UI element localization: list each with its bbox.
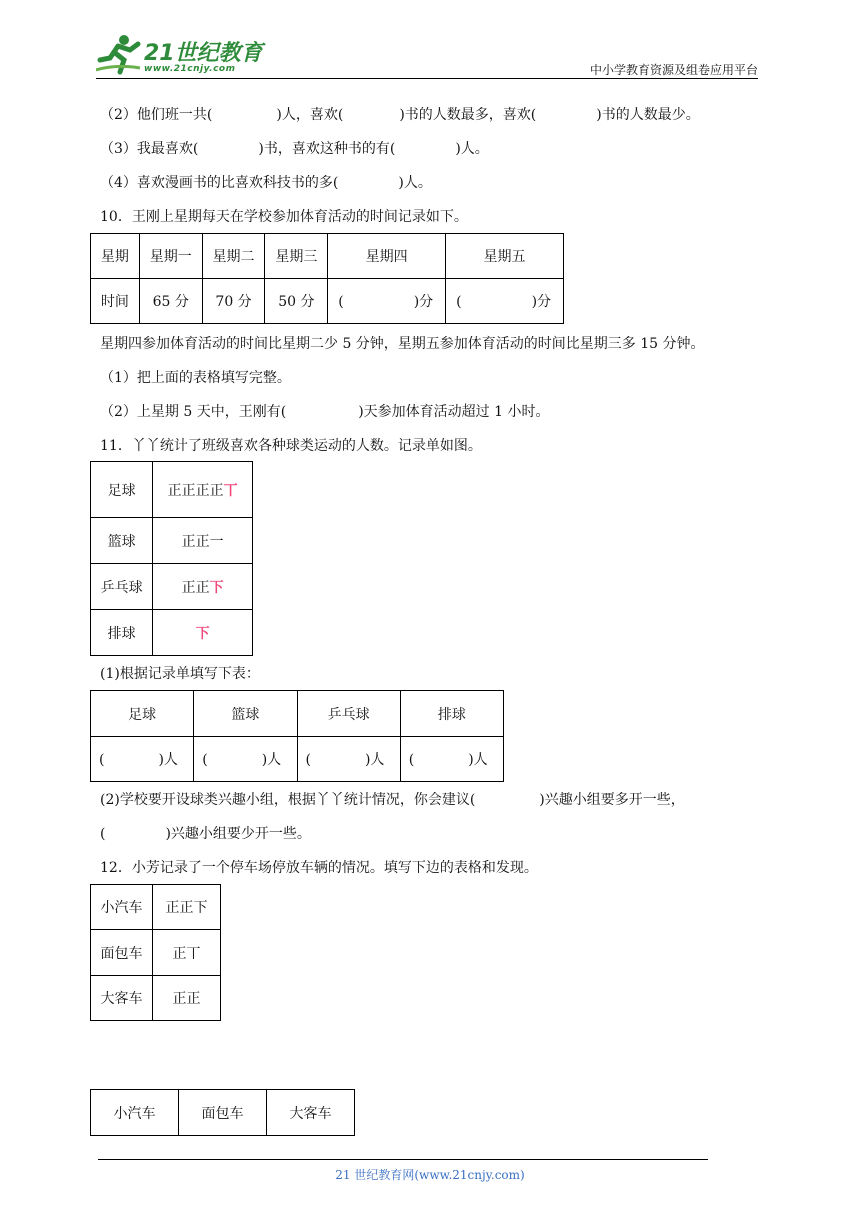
tally-cell: 正正 [153, 976, 221, 1021]
pink-tally-mark: 丅 [223, 482, 238, 499]
table-cell: 足球 [91, 462, 153, 518]
q10-part1: （1）把上面的表格填写完整。 [100, 370, 291, 386]
fill-blank-cell[interactable]: ( )人 [194, 737, 297, 782]
table-cell: 星期一 [139, 234, 202, 279]
q10-part2: （2）上星期 5 天中，王刚有( )天参加体育活动超过 1 小时。 [100, 404, 550, 420]
table-cell: 星期三 [265, 234, 328, 279]
tally-cell [153, 610, 253, 656]
table-cell: 面包车 [179, 1090, 267, 1136]
table-cell: 排球 [91, 610, 153, 656]
logo [96, 34, 266, 78]
tally-cell: 正正下 [153, 885, 221, 930]
tally-cell: 正正一 [153, 518, 253, 564]
table-cell: 50 分 [265, 279, 328, 324]
q10-table [90, 233, 564, 324]
fill-blank-cell[interactable]: ( )人 [400, 737, 503, 782]
platform-name: 中小学教育资源及组卷应用平台 [589, 63, 758, 77]
table-cell: 面包车 [91, 930, 153, 976]
q11-part1: (1)根据记录单填写下表： [100, 666, 260, 682]
table-cell: 星期四 [328, 234, 446, 279]
footer-link[interactable]: 21 世纪教育网(www.21cnjy.com) [335, 1168, 525, 1182]
q9-part2: （2）他们班一共( )人，喜欢( )书的人数最多，喜欢( )书的人数最少。 [100, 107, 700, 123]
q12-fill-table [90, 1089, 355, 1136]
runner-logo-icon [96, 34, 142, 76]
q11-title: 11．丫丫统计了班级喜欢各种球类运动的人数。记录单如图。 [100, 438, 482, 454]
pink-tally-mark: 下 [209, 579, 224, 596]
q12-title: 12．小芳记录了一个停车场停放车辆的情况。填写下边的表格和发现。 [100, 860, 538, 876]
logo-url: www.21cnjy.com [144, 64, 236, 74]
footer-rule [98, 1159, 708, 1160]
q11-part2b: ( )兴趣小组要少开一些。 [100, 826, 311, 842]
table-cell: 篮球 [91, 518, 153, 564]
thursday-blank-cell[interactable]: ( )分 [328, 279, 446, 324]
q11-part2: (2)学校要开设球类兴趣小组，根据丫丫统计情况，你会建议( )兴趣小组要多开一些， [100, 792, 685, 808]
table-cell: 大客车 [267, 1090, 355, 1136]
fill-blank-cell[interactable]: ( )人 [91, 737, 194, 782]
table-cell: 足球 [91, 691, 194, 737]
tally-cell: 正丅 [153, 930, 221, 976]
table-cell: 65 分 [139, 279, 202, 324]
table-cell: 大客车 [91, 976, 153, 1021]
table-cell: 70 分 [202, 279, 265, 324]
q9-part3: （3）我最喜欢( )书，喜欢这种书的有( )人。 [100, 141, 489, 157]
pink-tally-mark: 下 [195, 625, 210, 642]
table-cell: 星期五 [446, 234, 564, 279]
table-cell: 小汽车 [91, 1090, 179, 1136]
tally-cell: 正正正正丅 [153, 462, 253, 518]
table-cell: 星期二 [202, 234, 265, 279]
tally-cell: 正正下 [153, 564, 253, 610]
q12-tally-table [90, 884, 221, 1021]
table-cell: 乒乓球 [297, 691, 400, 737]
header-rule [96, 78, 758, 79]
fill-blank-cell[interactable]: ( )人 [297, 737, 400, 782]
q11-fill-table [90, 690, 504, 782]
q10-note: 星期四参加体育活动的时间比星期二少 5 分钟，星期五参加体育活动的时间比星期三多 15 分钟。 [100, 336, 705, 352]
table-cell: 乒乓球 [91, 564, 153, 610]
q9-part4: （4）喜欢漫画书的比喜欢科技书的多( )人。 [100, 175, 432, 191]
q10-title: 10．王刚上星期每天在学校参加体育活动的时间记录如下。 [100, 209, 468, 225]
q11-tally-table [90, 461, 253, 656]
table-cell: 时间 [91, 279, 140, 324]
table-cell: 星期 [91, 234, 140, 279]
logo-text: 21世纪教育 [144, 41, 263, 66]
table-cell: 排球 [400, 691, 503, 737]
friday-blank-cell[interactable]: ( )分 [446, 279, 564, 324]
table-cell: 篮球 [194, 691, 297, 737]
table-cell: 小汽车 [91, 885, 153, 930]
